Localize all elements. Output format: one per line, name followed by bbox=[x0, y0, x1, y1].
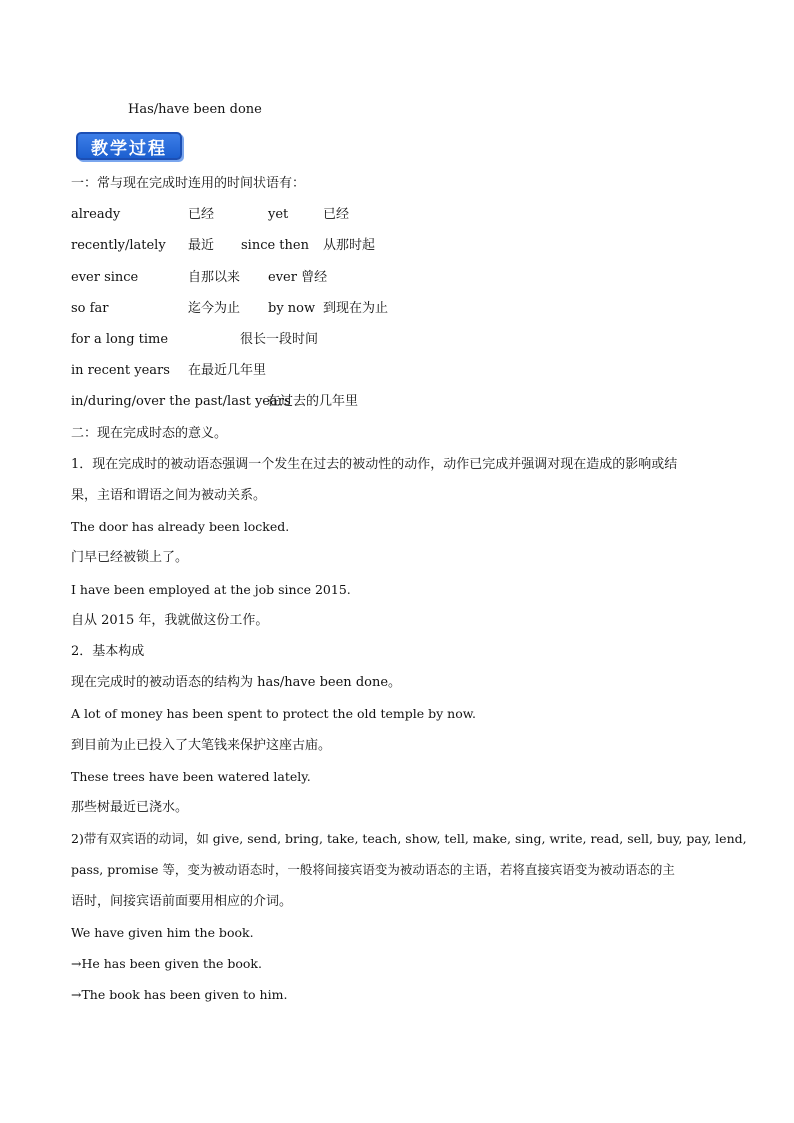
row-term: ever since bbox=[71, 270, 139, 285]
row-meaning-2: 已经 bbox=[323, 207, 350, 222]
row-term: already bbox=[71, 207, 121, 222]
row-term: in recent years bbox=[71, 363, 170, 378]
example-english: →He has been given the book. bbox=[71, 956, 262, 971]
row-meaning-2: 到现在为止 bbox=[323, 301, 389, 316]
row-meaning: 最近 bbox=[188, 238, 215, 253]
subheading: 2．基本构成 bbox=[71, 644, 145, 659]
example-chinese: 那些树最近已浇水。 bbox=[71, 800, 189, 815]
paragraph-line: 语时，间接宾语前面要用相应的介词。 bbox=[71, 894, 293, 909]
row-meaning: 在过去的几年里 bbox=[267, 394, 359, 409]
row-term-2: by now bbox=[268, 301, 316, 316]
structure-line: 现在完成时的被动语态的结构为 has/have been done。 bbox=[71, 675, 402, 690]
row-term-2: yet bbox=[268, 207, 289, 222]
row-term-2: ever 曾经 bbox=[268, 270, 328, 285]
paragraph-line: 1．现在完成时的被动语态强调一个发生在过去的被动性的动作，动作已完成并强调对现在造成的影响或结 bbox=[71, 457, 678, 472]
example-english: I have been employed at the job since 2015. bbox=[71, 582, 351, 597]
paragraph-line: 果，主语和谓语之间为被动关系。 bbox=[71, 488, 267, 503]
row-meaning: 已经 bbox=[188, 207, 215, 222]
example-english: →The book has been given to him. bbox=[71, 987, 288, 1002]
row-term: for a long time bbox=[71, 332, 169, 347]
row-meaning: 在最近几年里 bbox=[188, 363, 267, 378]
paragraph-line: pass, promise 等，变为被动语态时，一般将间接宾语变为被动语态的主语，若将直接宾语变为被动语态的主 bbox=[71, 862, 675, 877]
row-term: so far bbox=[71, 301, 109, 316]
example-english: A lot of money has been spent to protect the old temple by now. bbox=[71, 706, 476, 721]
row-meaning: 很长一段时间 bbox=[240, 332, 319, 347]
section-badge: 教学过程 bbox=[76, 132, 182, 160]
row-term: recently/lately bbox=[71, 238, 166, 253]
header-formula: Has/have been done bbox=[128, 102, 262, 117]
example-english: We have given him the book. bbox=[71, 925, 254, 940]
paragraph-line: 2)带有双宾语的动词，如 give, send, bring, take, teach, show, tell, make, sing, write, read, sell, buy, pay, lend, bbox=[71, 831, 747, 846]
row-meaning: 迄今为止 bbox=[188, 301, 241, 316]
row-meaning-2: 从那时起 bbox=[323, 238, 376, 253]
example-chinese: 门早已经被锁上了。 bbox=[71, 550, 189, 565]
example-chinese: 自从 2015 年，我就做这份工作。 bbox=[71, 613, 269, 628]
example-english: The door has already been locked. bbox=[71, 519, 290, 534]
part1-heading: 一：常与现在完成时连用的时间状语有： bbox=[71, 176, 306, 191]
row-term-2: since then bbox=[241, 238, 309, 253]
part2-heading: 二：现在完成时态的意义。 bbox=[71, 426, 228, 441]
example-english: These trees have been watered lately. bbox=[71, 769, 311, 784]
row-term: in/during/over the past/last years bbox=[71, 394, 291, 409]
example-chinese: 到目前为止已投入了大笔钱来保护这座古庙。 bbox=[71, 738, 332, 753]
row-meaning: 自那以来 bbox=[188, 270, 241, 285]
